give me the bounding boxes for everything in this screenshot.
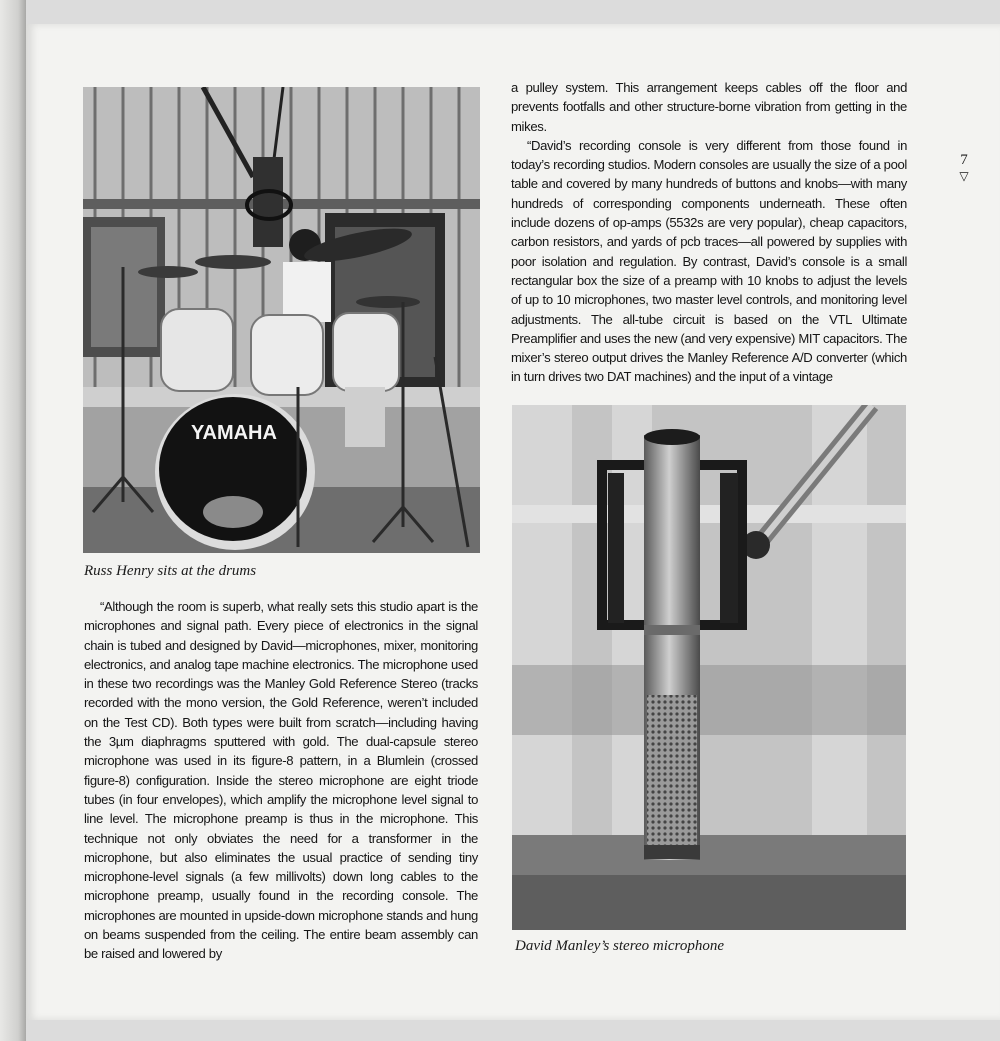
right-column-text	[511, 78, 907, 387]
page-marker-icon: ▽	[959, 169, 969, 183]
left-column-paragraph: “Although the room is superb, what really sets this studio apart is the microphones and signal path. Every piece of electronics in the signal chain is tubed and designed by David—microphones, mixer, monitoring electronics, and analog tape machine electronics. The microphone used in these two recordings was the Manley Gold Reference Stereo (tracks recorded with the mono version, the Gold Reference, weren’t included on the Test CD). Both types were built from scratch—including having the 3µm diaphragms sputtered with gold. The dual-capsule stereo microphone was used in its figure-8 pattern, in a Blumlein (crossed figure-8) configuration. Inside the stereo microphone are eight triode tubes (in four envelopes), which amplify the microphone level signal to line level. The microphone preamp is thus in the microphone. This technique not only obviates the need for a transformer in the microphone, but also eliminates the usual practice of sending tiny microphone-level signals (a few millivolts) down long cables to the microphone preamp, usually found in the recording console. The microphones are mounted in upside-down microphone stands and hung on beams suspended from the ceiling. The entire beam assembly can be raised and lowered by	[84, 599, 478, 962]
page-number-text: 7	[960, 152, 968, 168]
drums-photo-caption: Russ Henry sits at the drums	[84, 563, 257, 579]
drums-photo	[83, 87, 480, 553]
microphone-photo-caption: David Manley’s stereo microphone	[515, 938, 724, 954]
microphone-photo	[512, 405, 906, 930]
book-gutter	[0, 0, 26, 1041]
right-column-paragraph-1: a pulley system. This arrangement keeps cables off the floor and prevents footfalls and other structure-borne vibration from getting in the mikes.	[511, 80, 907, 134]
right-column-paragraph-2: “David’s recording console is very different from those found in today’s recording studios. Modern consoles are usually the size of a pool table and covered by many hundreds of buttons and knobs—with many hundreds of corresponding components underneath. These often include dozens of op-amps (5532s are very popular), cheap capacitors, carbon resistors, and yards of pcb traces—all powered by supplies with poor isolation and regulation. By contrast, David’s console is a small rectangular box the size of a preamp with 10 knobs to adjust the levels of up to 10 microphones, two master level controls, and monitoring level adjustments. The all-tube circuit is based on the VTL Ultimate Preamplifier and uses the new (and very expensive) MIT capacitors. The mixer’s stereo output drives the Manley Reference A/D converter (which in turn drives two DAT machines) and the input of a vintage	[511, 137, 907, 385]
left-column-text	[84, 597, 478, 964]
page-number	[952, 152, 976, 183]
yamaha-logo: YAMAHA	[191, 422, 277, 444]
